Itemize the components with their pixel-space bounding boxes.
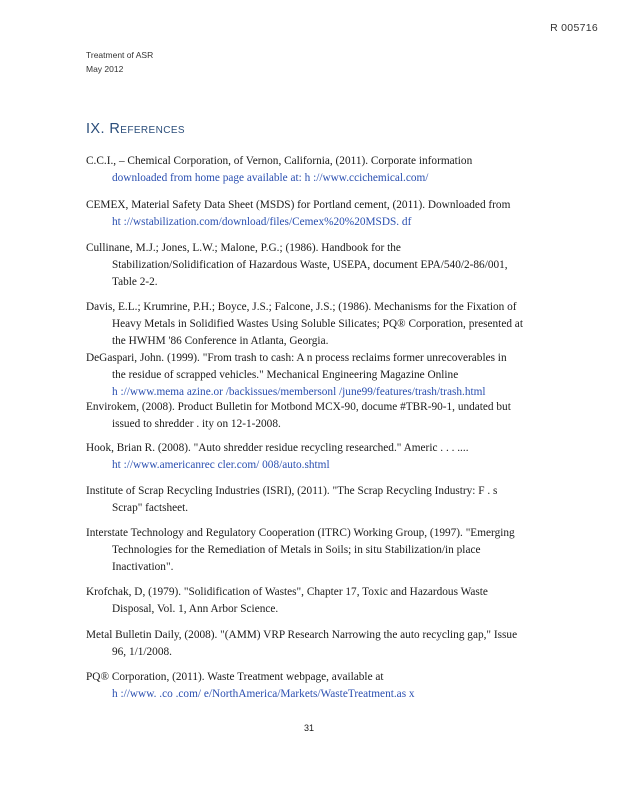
reference-line: Envirokem, (2008). Product Bulletin for Motbond MCX-90, docume #TBR-90-1, undated but <box>86 401 511 413</box>
reference-line: Disposal, Vol. 1, Ann Arbor Science. <box>112 603 279 615</box>
reference-line: the HWHM '86 Conference in Atlanta, Georgia. <box>112 335 329 347</box>
reference-entry <box>86 350 538 401</box>
reference-line: Davis, E.L.; Krumrine, P.H.; Boyce, J.S.; Falcone, J.S.; (1986). Mechanisms for the Fixation of <box>86 301 517 313</box>
bates-number: R 005716 <box>550 22 598 34</box>
reference-line: Metal Bulletin Daily, (2008). "(AMM) VRP Research Narrowing the auto recycling gap," Issue <box>86 629 518 641</box>
reference-line: Technologies for the Remediation of Metals in Soils; in situ Stabilization/in place <box>112 544 481 556</box>
section-number: IX. <box>86 121 105 137</box>
reference-line: Heavy Metals in Solidified Wastes Using Soluble Silicates; PQ® Corporation, presented at <box>112 318 523 330</box>
reference-link[interactable]: h ://www. .co .com/ e/NorthAmerica/Markets/WasteTreatment.as x <box>112 688 415 700</box>
reference-line: issued to shredder . ity on 12-1-2008. <box>112 418 281 430</box>
reference-line: Institute of Scrap Recycling Industries (ISRI), (2011). "The Scrap Recycling Industry: F . s <box>86 485 498 497</box>
reference-line: the residue of scrapped vehicles." Mechanical Engineering Magazine Online <box>112 369 459 381</box>
reference-line: Krofchak, D, (1979). "Solidification of Wastes", Chapter 17, Toxic and Hazardous Waste <box>86 586 488 598</box>
reference-entry <box>86 299 538 350</box>
reference-line: Cullinane, M.J.; Jones, L.W.; Malone, P.G.; (1986). Handbook for the <box>86 242 401 254</box>
reference-line: Hook, Brian R. (2008). "Auto shredder residue recycling researched." Americ . . . .... <box>86 442 469 454</box>
header-date: May 2012 <box>86 64 124 74</box>
reference-line: Interstate Technology and Regulatory Cooperation (ITRC) Working Group, (1997). "Emerging <box>86 527 515 539</box>
reference-entry <box>86 669 538 703</box>
reference-entry <box>86 153 538 187</box>
reference-line: Table 2-2. <box>112 276 158 288</box>
reference-line: PQ® Corporation, (2011). Waste Treatment webpage, available at <box>86 671 384 683</box>
reference-entry <box>86 399 538 433</box>
reference-link[interactable]: h ://www.mema azine.or /backissues/membersonl /june99/features/trash/trash.html <box>112 386 486 398</box>
reference-line: C.C.I., – Chemical Corporation, of Vernon, California, (2011). Corporate information <box>86 155 473 167</box>
header-report-title: Treatment of ASR <box>86 50 154 60</box>
reference-link[interactable]: ht ://wstabilization.com/download/files/Cemex%20%20MSDS. df <box>112 216 412 228</box>
reference-entry <box>86 627 538 661</box>
reference-line: DeGaspari, John. (1999). "From trash to cash: A n process reclaims former unrecoverables in <box>86 352 507 364</box>
running-header <box>86 48 153 76</box>
reference-link[interactable]: downloaded from home page available at: h ://www.ccichemical.com/ <box>112 172 429 184</box>
reference-line: Inactivation". <box>112 561 174 573</box>
reference-line: Stabilization/Solidification of Hazardous Waste, USEPA, document EPA/540/2-86/001, <box>112 259 508 271</box>
reference-entry <box>86 440 538 474</box>
reference-line: Scrap" factsheet. <box>112 502 189 514</box>
reference-entry <box>86 240 538 291</box>
reference-entry <box>86 525 538 576</box>
reference-link[interactable]: ht ://www.americanrec cler.com/ 008/auto.shtml <box>112 459 330 471</box>
reference-line: CEMEX, Material Safety Data Sheet (MSDS) for Portland cement, (2011). Downloaded from <box>86 199 511 211</box>
page-number: 31 <box>303 723 314 733</box>
section-heading <box>86 121 185 137</box>
reference-entry <box>86 483 538 517</box>
reference-entry <box>86 584 538 618</box>
reference-line: 96, 1/1/2008. <box>112 646 172 658</box>
section-title: References <box>109 121 185 137</box>
reference-entry <box>86 197 538 231</box>
